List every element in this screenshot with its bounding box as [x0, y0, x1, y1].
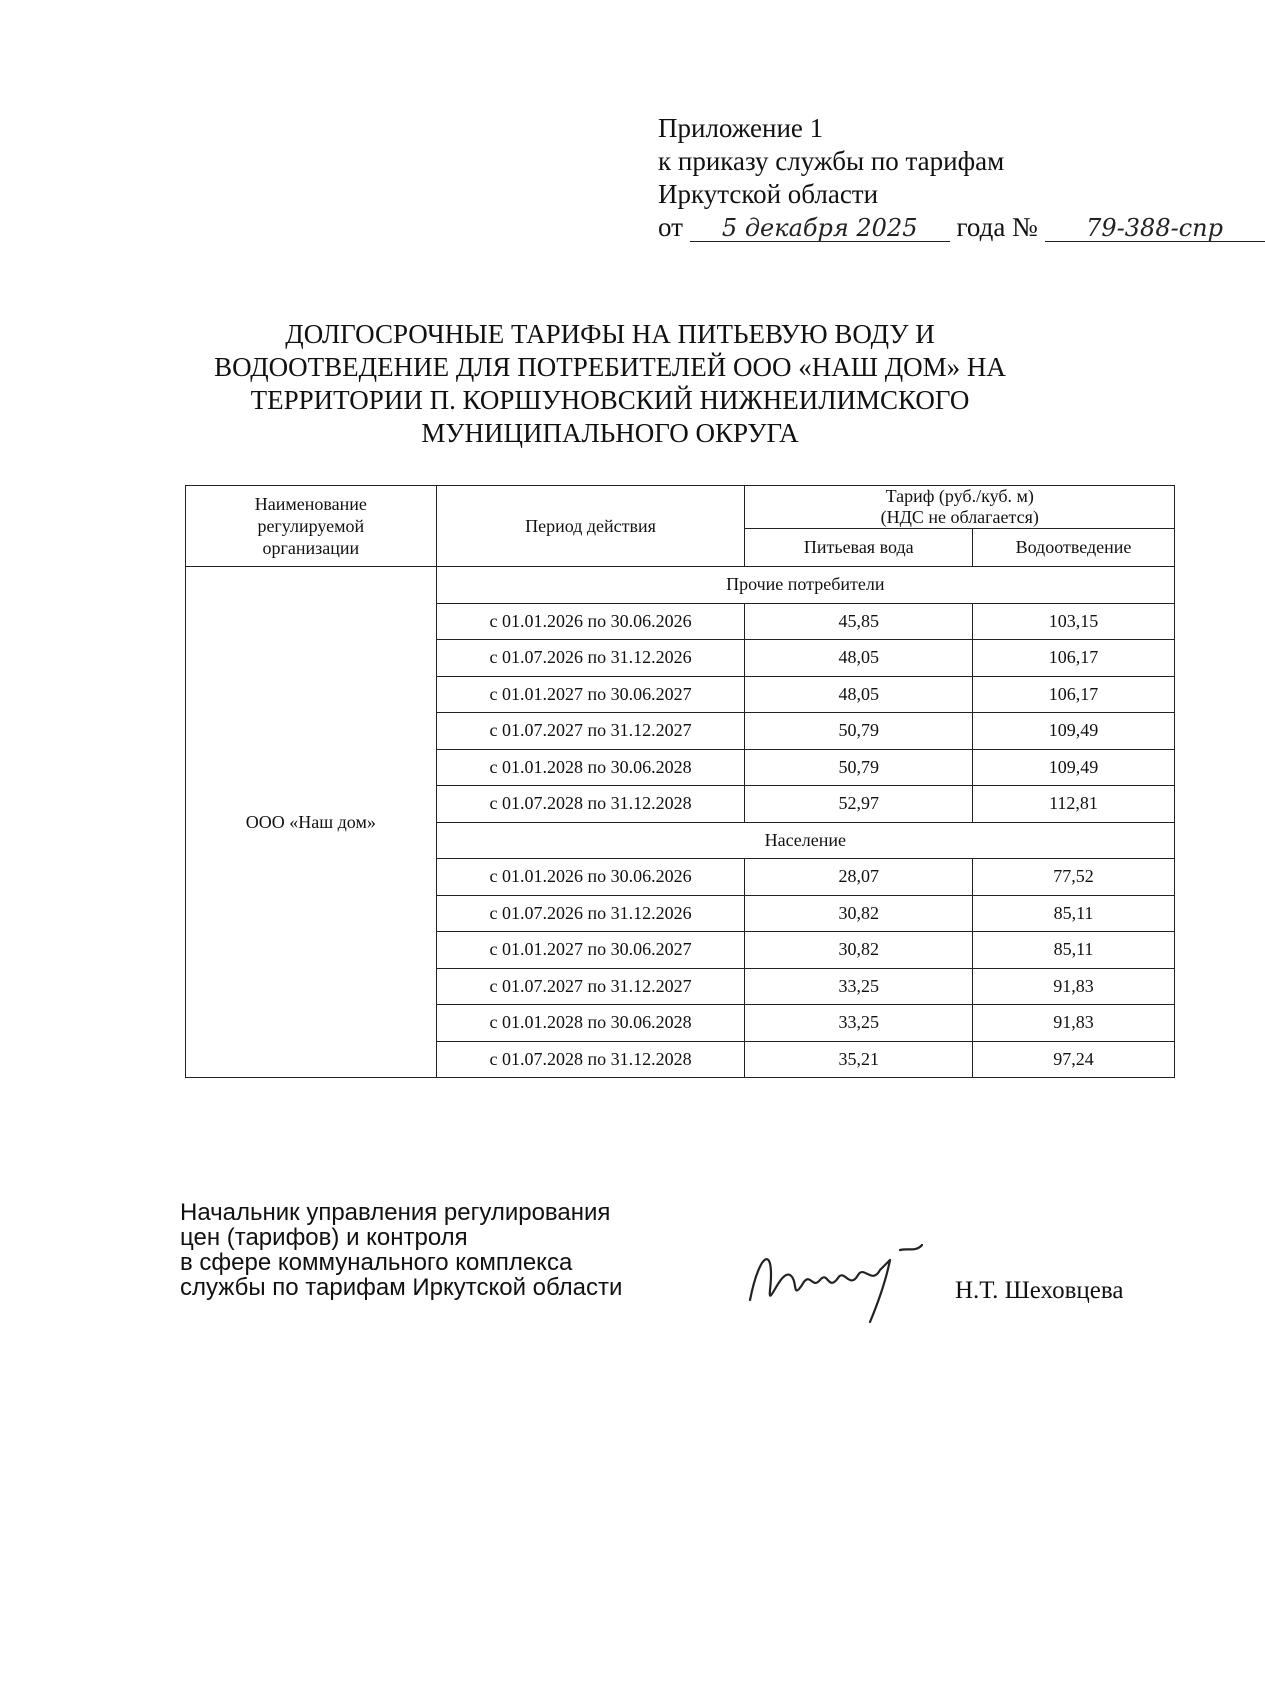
- sewage-tariff-cell: 109,49: [972, 713, 1174, 750]
- water-tariff-cell: 35,21: [745, 1041, 972, 1078]
- organization-cell: ООО «Наш дом»: [186, 567, 437, 1078]
- appendix-date-line: [658, 211, 1265, 244]
- period-cell: с 01.01.2028 по 30.06.2028: [436, 749, 745, 786]
- water-tariff-cell: 45,85: [745, 603, 972, 640]
- date-prefix: от: [658, 212, 683, 242]
- water-tariff-cell: 48,05: [745, 676, 972, 713]
- period-cell: с 01.01.2026 по 30.06.2026: [436, 603, 745, 640]
- header-tariff: [745, 486, 1175, 529]
- period-cell: с 01.01.2026 по 30.06.2026: [436, 859, 745, 896]
- appendix-line-2: к приказу службы по тарифам: [658, 146, 1005, 176]
- period-cell: с 01.01.2028 по 30.06.2028: [436, 1005, 745, 1042]
- period-cell: с 01.07.2027 по 31.12.2027: [436, 713, 745, 750]
- date-field: [690, 214, 950, 242]
- number-prefix: года №: [956, 212, 1038, 242]
- signatory-position: [180, 1200, 622, 1300]
- period-cell: с 01.07.2027 по 31.12.2027: [436, 968, 745, 1005]
- appendix-block: [658, 112, 1265, 244]
- period-cell: с 01.01.2027 по 30.06.2027: [436, 676, 745, 713]
- header-tariff-line-1: Тариф (руб./куб. м): [885, 486, 1034, 506]
- title-line-3: ТЕРРИТОРИИ П. КОРШУНОВСКИЙ НИЖНЕИЛИМСКОГО: [250, 385, 970, 415]
- footer-line-1: Начальник управления регулирования: [180, 1199, 611, 1226]
- handwritten-number: 79-388-спр: [1086, 214, 1223, 242]
- header-sewage: Водоотведение: [972, 529, 1174, 567]
- sewage-tariff-cell: 109,49: [972, 749, 1174, 786]
- sewage-tariff-cell: 91,83: [972, 968, 1174, 1005]
- document-title: [200, 318, 1020, 450]
- header-org-line-1: Наименование: [254, 494, 367, 514]
- sewage-tariff-cell: 106,17: [972, 676, 1174, 713]
- title-line-2: ВОДООТВЕДЕНИЕ ДЛЯ ПОТРЕБИТЕЛЕЙ ООО «НАШ ДОМ» НА: [214, 352, 1006, 382]
- period-cell: с 01.01.2027 по 30.06.2027: [436, 932, 745, 969]
- header-row: [186, 486, 1175, 529]
- period-cell: с 01.07.2028 по 31.12.2028: [436, 786, 745, 823]
- water-tariff-cell: 30,82: [745, 895, 972, 932]
- sewage-tariff-cell: 103,15: [972, 603, 1174, 640]
- sewage-tariff-cell: 77,52: [972, 859, 1174, 896]
- period-cell: с 01.07.2028 по 31.12.2028: [436, 1041, 745, 1078]
- sewage-tariff-cell: 85,11: [972, 932, 1174, 969]
- water-tariff-cell: 48,05: [745, 640, 972, 677]
- water-tariff-cell: 33,25: [745, 1005, 972, 1042]
- header-water: Питьевая вода: [745, 529, 972, 567]
- number-field: [1045, 214, 1265, 242]
- sewage-tariff-cell: 112,81: [972, 786, 1174, 823]
- sewage-tariff-cell: 106,17: [972, 640, 1174, 677]
- footer-line-4: службы по тарифам Иркутской области: [180, 1274, 623, 1301]
- appendix-line-3: Иркутской области: [658, 179, 879, 209]
- sewage-tariff-cell: 97,24: [972, 1041, 1174, 1078]
- signer-name: Н.Т. Шеховцева: [955, 1277, 1124, 1304]
- water-tariff-cell: 30,82: [745, 932, 972, 969]
- footer-line-2: цен (тарифов) и контроля: [180, 1224, 468, 1251]
- water-tariff-cell: 50,79: [745, 713, 972, 750]
- title-line-1: ДОЛГОСРОЧНЫЕ ТАРИФЫ НА ПИТЬЕВУЮ ВОДУ И: [285, 319, 935, 349]
- water-tariff-cell: 33,25: [745, 968, 972, 1005]
- sewage-tariff-cell: 91,83: [972, 1005, 1174, 1042]
- header-period: Период действия: [436, 486, 745, 567]
- water-tariff-cell: 52,97: [745, 786, 972, 823]
- header-organization: [186, 486, 437, 567]
- appendix-line-1: Приложение 1: [658, 113, 824, 143]
- footer-line-3: в сфере коммунального комплекса: [180, 1249, 573, 1276]
- water-tariff-cell: 28,07: [745, 859, 972, 896]
- water-tariff-cell: 50,79: [745, 749, 972, 786]
- group-label: Прочие потребители: [436, 567, 1174, 604]
- handwritten-signature: [740, 1230, 940, 1325]
- tariff-table: [185, 485, 1175, 1078]
- sewage-tariff-cell: 85,11: [972, 895, 1174, 932]
- title-line-4: МУНИЦИПАЛЬНОГО ОКРУГА: [421, 418, 799, 448]
- group-label: Население: [436, 822, 1174, 859]
- group-row: [186, 567, 1175, 604]
- header-org-line-2: регулируемой: [257, 516, 365, 536]
- period-cell: с 01.07.2026 по 31.12.2026: [436, 895, 745, 932]
- period-cell: с 01.07.2026 по 31.12.2026: [436, 640, 745, 677]
- header-org-line-3: организации: [262, 538, 360, 558]
- table-body: [186, 567, 1175, 1078]
- header-tariff-line-2: (НДС не облагается): [880, 507, 1039, 527]
- handwritten-date: 5 декабря 2025: [721, 214, 918, 242]
